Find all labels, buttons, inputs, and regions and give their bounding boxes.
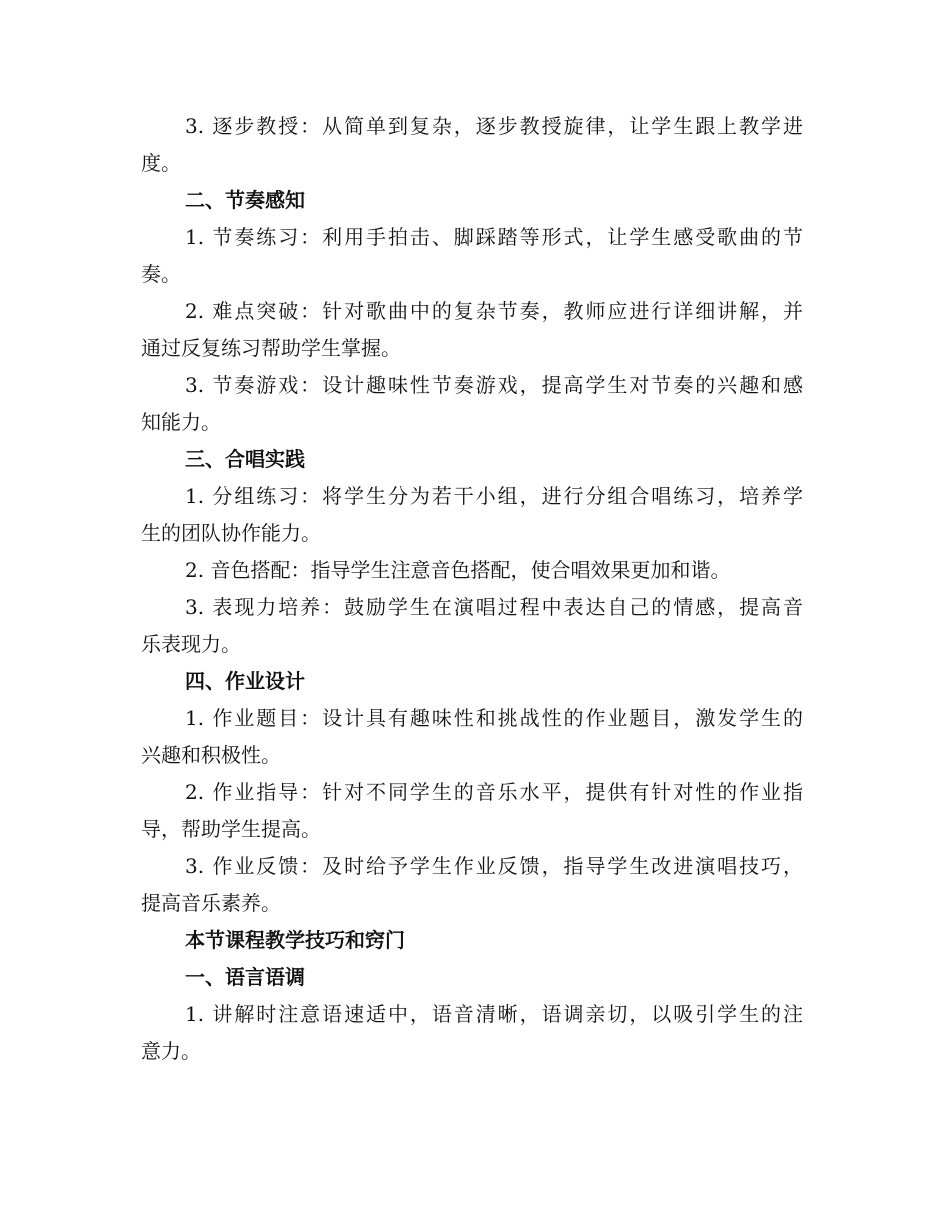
paragraph-line: 2. 难点突破：针对歌曲中的复杂节奏，教师应进行详细讲解，并 bbox=[185, 299, 803, 323]
paragraph-line: 奏。 bbox=[141, 262, 181, 286]
paragraph-line: 3. 节奏游戏：设计趣味性节奏游戏，提高学生对节奏的兴趣和感 bbox=[185, 373, 803, 397]
paragraph-homework-topics bbox=[141, 700, 803, 774]
paragraph-line: 意力。 bbox=[141, 1039, 201, 1063]
document-page bbox=[141, 108, 803, 1070]
paragraph-line: 1. 节奏练习：利用手拍击、脚踩踏等形式，让学生感受歌曲的节 bbox=[185, 225, 803, 249]
paragraph-rhythm-practice bbox=[141, 219, 803, 293]
section-heading-chorus: 三、合唱实践 bbox=[185, 447, 305, 471]
paragraph-chorus-expression bbox=[141, 589, 803, 663]
section-heading-rhythm: 二、节奏感知 bbox=[185, 188, 305, 212]
paragraph-line: 乐表现力。 bbox=[141, 632, 241, 656]
paragraph-line: 生的团队协作能力。 bbox=[141, 521, 321, 545]
paragraph-line: 3. 逐步教授：从简单到复杂，逐步教授旋律，让学生跟上教学进 bbox=[185, 114, 803, 138]
paragraph-rhythm-game bbox=[141, 367, 803, 441]
paragraph-language-speech bbox=[141, 996, 803, 1070]
paragraph-line: 兴趣和积极性。 bbox=[141, 743, 281, 767]
paragraph-line: 3. 表现力培养：鼓励学生在演唱过程中表达自己的情感，提高音 bbox=[185, 595, 803, 619]
paragraph-line: 2. 音色搭配：指导学生注意音色搭配，使合唱效果更加和谐。 bbox=[185, 558, 731, 582]
paragraph-line: 度。 bbox=[141, 151, 181, 175]
paragraph-line: 1. 分组练习：将学生分为若干小组，进行分组合唱练习，培养学 bbox=[185, 484, 803, 508]
paragraph-homework-guidance bbox=[141, 774, 803, 848]
paragraph-line: 2. 作业指导：针对不同学生的音乐水平，提供有针对性的作业指 bbox=[185, 780, 803, 804]
paragraph-homework-feedback bbox=[141, 848, 803, 922]
paragraph-line: 通过反复练习帮助学生掌握。 bbox=[141, 336, 401, 360]
paragraph-chorus-timbre bbox=[141, 552, 803, 589]
paragraph-chorus-groups bbox=[141, 478, 803, 552]
section-heading-tips: 本节课程教学技巧和窍门 bbox=[185, 928, 405, 952]
paragraph-line: 导，帮助学生提高。 bbox=[141, 817, 321, 841]
paragraph-line: 提高音乐素养。 bbox=[141, 891, 281, 915]
paragraph-teach-step3 bbox=[141, 108, 803, 182]
section-heading-homework: 四、作业设计 bbox=[185, 669, 305, 693]
section-heading-language: 一、语言语调 bbox=[185, 965, 305, 989]
paragraph-rhythm-difficulty bbox=[141, 293, 803, 367]
paragraph-line: 知能力。 bbox=[141, 410, 221, 434]
paragraph-line: 1. 讲解时注意语速适中，语音清晰，语调亲切，以吸引学生的注 bbox=[185, 1002, 803, 1026]
paragraph-line: 3. 作业反馈：及时给予学生作业反馈，指导学生改进演唱技巧， bbox=[185, 854, 803, 878]
paragraph-line: 1. 作业题目：设计具有趣味性和挑战性的作业题目，激发学生的 bbox=[185, 706, 803, 730]
